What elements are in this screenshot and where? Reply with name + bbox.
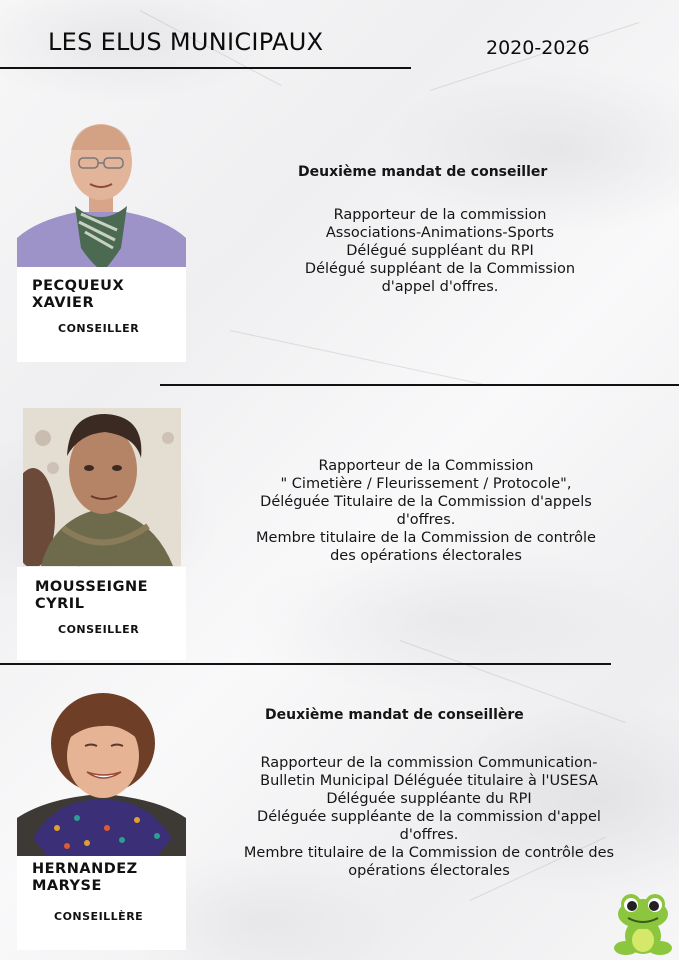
duty-line: d'appel d'offres. [381, 279, 499, 295]
duty-line: Rapporteur de la Commission [318, 458, 534, 474]
duty-line: Déléguée Titulaire de la Commission d'appels [260, 494, 592, 510]
first-name: CYRIL [35, 596, 85, 612]
member-name [32, 861, 138, 895]
mandat-heading: Deuxième mandat de conseillère [265, 707, 524, 723]
marble-vein [230, 330, 485, 385]
duty-line: Délégué suppléant de la Commission [304, 261, 576, 277]
frog-icon [612, 890, 674, 956]
duties-list [210, 457, 642, 565]
duty-line: Rapporteur de la commission [333, 207, 547, 223]
duty-line: " Cimetière / Fleurissement / Protocole", [280, 476, 572, 492]
portrait-man-icon [17, 120, 186, 267]
duty-line: Déléguée suppléante de la commission d'appel [257, 809, 601, 825]
duty-line: d'offres. [396, 512, 456, 528]
duty-line: Associations-Animations-Sports [325, 225, 555, 241]
duty-line: d'offres. [399, 827, 459, 843]
member-photo [17, 688, 186, 856]
duty-line: Délégué suppléant du RPI [346, 243, 534, 259]
duties-list [204, 754, 654, 880]
portrait-man-icon [23, 408, 181, 566]
duty-line: Membre titulaire de la Commission de contrôle des [243, 845, 615, 861]
member-photo [17, 120, 186, 267]
duty-line: Déléguée suppléante du RPI [326, 791, 532, 807]
page-title: LES ELUS MUNICIPAUX [48, 28, 324, 56]
duty-line: Membre titulaire de la Commission de contrôle [256, 530, 596, 546]
duty-line: Rapporteur de la commission Communication- [260, 755, 598, 771]
member-role: CONSEILLÈRE [54, 910, 144, 923]
section-divider [0, 663, 611, 665]
member-role: CONSEILLER [58, 322, 140, 335]
duty-line: des opérations électorales [330, 548, 522, 564]
member-role: CONSEILLER [58, 623, 140, 636]
portrait-woman-icon [17, 688, 186, 856]
first-name: MARYSE [32, 878, 102, 894]
member-name [35, 579, 148, 613]
last-name: MOUSSEIGNE [35, 579, 149, 595]
last-name: HERNANDEZ [32, 861, 138, 877]
duty-line: opérations électorales [348, 863, 510, 879]
last-name: PECQUEUX [32, 278, 125, 294]
term-years: 2020-2026 [486, 37, 590, 59]
mandat-heading: Deuxième mandat de conseiller [298, 164, 548, 180]
duties-list [258, 206, 622, 296]
section-divider [160, 384, 679, 386]
first-name: XAVIER [32, 295, 95, 311]
duty-line: Bulletin Municipal Déléguée titulaire à l'USESA [260, 773, 598, 789]
header-divider [0, 67, 411, 69]
member-photo [23, 408, 181, 566]
member-name [32, 278, 124, 312]
